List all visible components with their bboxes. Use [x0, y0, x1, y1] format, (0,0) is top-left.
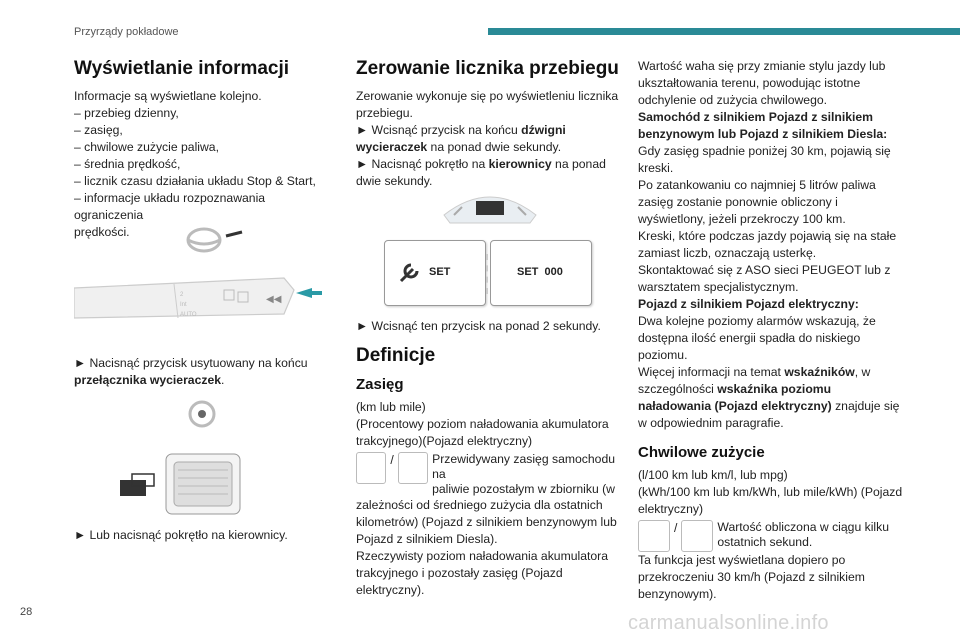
column-trip-reset: Zerowanie licznika przebiegu Zerowanie wykonuje się po wyświetleniu licznika przebiegu. ► Wcisnąć przycisk na końcu dźwigni wycieraczek na ponad dwie sekundy. ► Nacisnąć pokrętło na kierownicy na ponad dwie sekundy. [356, 58, 621, 190]
list-item: – średnia prędkość, [74, 157, 181, 171]
heading-definitions: Definicje [356, 345, 436, 366]
press-arrow-icon [296, 288, 322, 298]
intro-text: Zerowanie wykonuje się po wyświetleniu licznika przebiegu. [356, 89, 619, 120]
list-item: prędkości. [74, 225, 130, 239]
list-item: – zasięg, [74, 123, 123, 137]
instruction-wiper: ► Nacisnąć przycisk usytuowany na końcu przełącznika wycieraczek. [74, 355, 336, 389]
instruction-set: ► Wcisnąć ten przycisk na ponad 2 sekundy. [356, 319, 601, 333]
svg-text:2: 2 [180, 292, 184, 298]
instrument-cluster-illustration [440, 185, 540, 225]
heading-display-info: Wyświetlanie informacji [74, 58, 290, 79]
steering-wheel-icon [188, 229, 242, 251]
list-item: – licznik czasu działania układu Stop & Start, [74, 174, 316, 188]
wiper-stalk-icon [74, 278, 294, 318]
range-units: (km lub mile) [356, 400, 426, 414]
instruction-steering: ► Lub nacisnąć pokrętło na kierownicy. [74, 528, 288, 542]
battery-charge-icon [681, 520, 713, 552]
set-label: SET [429, 266, 451, 278]
wiper-stalk-illustration [74, 218, 336, 343]
svg-text:AUTO: AUTO [180, 312, 197, 318]
instruction-bold: przełącznika wycieraczek [74, 373, 222, 387]
instant-consumption-icon [638, 520, 670, 552]
header-accent-bar [488, 28, 960, 35]
intro-text: Informacje są wyświetlane kolejno. [74, 89, 262, 103]
divider [486, 254, 488, 294]
list-item: – przebieg dzienny, [74, 106, 179, 120]
page-number: 28 [20, 606, 33, 618]
battery-charge-icon [398, 452, 428, 484]
heading-instant-consumption: Chwilowe zużycie [638, 444, 765, 461]
svg-text:◀◀: ◀◀ [266, 294, 282, 305]
heading-range: Zasięg [356, 376, 404, 393]
range-desc-ev: Rzeczywisty poziom naładowania akumulatora trakcyjnego i pozostały zasięg (Pojazd elektryczny). [356, 549, 608, 597]
column-range-notes: Wartość waha się przy zmianie stylu jazdy lub ukształtowania terenu, powodując istotne odchylenie od zużycia chwilowego. Samochód z silnikiem Pojazd z silnikiem benzynowym lub Pojazd z silnikiem Diesla: Gdy zasięg spadnie poniżej 30 km, pojawią się kreski. Po zatankowaniu co najmniej 5 litrów paliwa zasięg zostanie ponownie obliczony i wyświetlony, jeżeli przekroczy 100 km. Kreski, które podczas jazdy pojawią się na stałe zamiast liczb, oznaczają usterkę. Skontaktować się z ASO sieci PEUGEOT lub z warsztatem specjalistycznym. Pojazd z silnikiem Pojazd elektryczny: Dwa kolejne poziomy alarmów wskazują, że dostępna ilość energii spadła do niskiego poziomu. Więcej informacji na temat wskaźników, w szczególności wskaźnika poziomu naładowania (Pojazd elektryczny) znajduje się w odpowiednim paragrafie. Chwilowe zużycie (l/100 km lub km/l, lub mpg) (kWh/100 km lub km/kWh, lub mile/kWh) (Pojazd elektryczny) / Wartość obliczona w ciągu kilku ostatnich sekund. Ta funkcja jest wyświetlana dopiero po przekroczeniu 30 km/h (Pojazd z silnikiem benzynowym). [638, 59, 903, 601]
heading-trip-reset: Zerowanie licznika przebiegu [356, 58, 619, 79]
column-display-info [74, 58, 336, 241]
section-title: Przyrządy pokładowe [74, 26, 179, 38]
range-desc: zależności od średniego zużycia dla ostatnich kilometrów) (Pojazd z silnikiem benzynowym lub Pojazd z silnikiem Diesla). [356, 498, 617, 546]
list-item: – informacje układu rozpoznawania ograniczenia [74, 191, 266, 222]
column-definitions: ► Wcisnąć ten przycisk na ponad 2 sekundy. Definicje Zasięg (km lub mile) (Procentowy poziom naładowania akumulatora trakcyjnego)(Pojazd elektryczny) / Przewidywany zasięg samochodu na paliwie pozostałym w zbiorniku (w zależności od średniego zużycia dla ostatnich kilometrów) (Pojazd z silnikiem benzynowym lub Pojazd z silnikiem Diesla). Rzeczywisty poziom naładowania akumulatora trakcyjnego i pozostały zasięg (Pojazd elektryczny). [356, 318, 621, 599]
svg-text:Int: Int [180, 302, 187, 308]
instruction-line: ► Nacisnąć przycisk usytuowany na końcu [74, 356, 308, 370]
steering-wheel-icon [190, 402, 214, 426]
range-ev-note: (Procentowy poziom naładowania akumulatora trakcyjnego)(Pojazd elektryczny) [356, 417, 609, 448]
set-key-wrench [384, 240, 486, 306]
watermark: carmanualsonline.info [628, 612, 829, 634]
fuel-pump-icon [356, 452, 386, 484]
set-value-label: SET 000 [517, 266, 563, 278]
thumbwheel-illustration [110, 400, 250, 520]
set-key-display [490, 240, 592, 306]
thumbwheel-icon [120, 454, 240, 514]
list-item: – chwilowe zużycie paliwa, [74, 140, 219, 154]
